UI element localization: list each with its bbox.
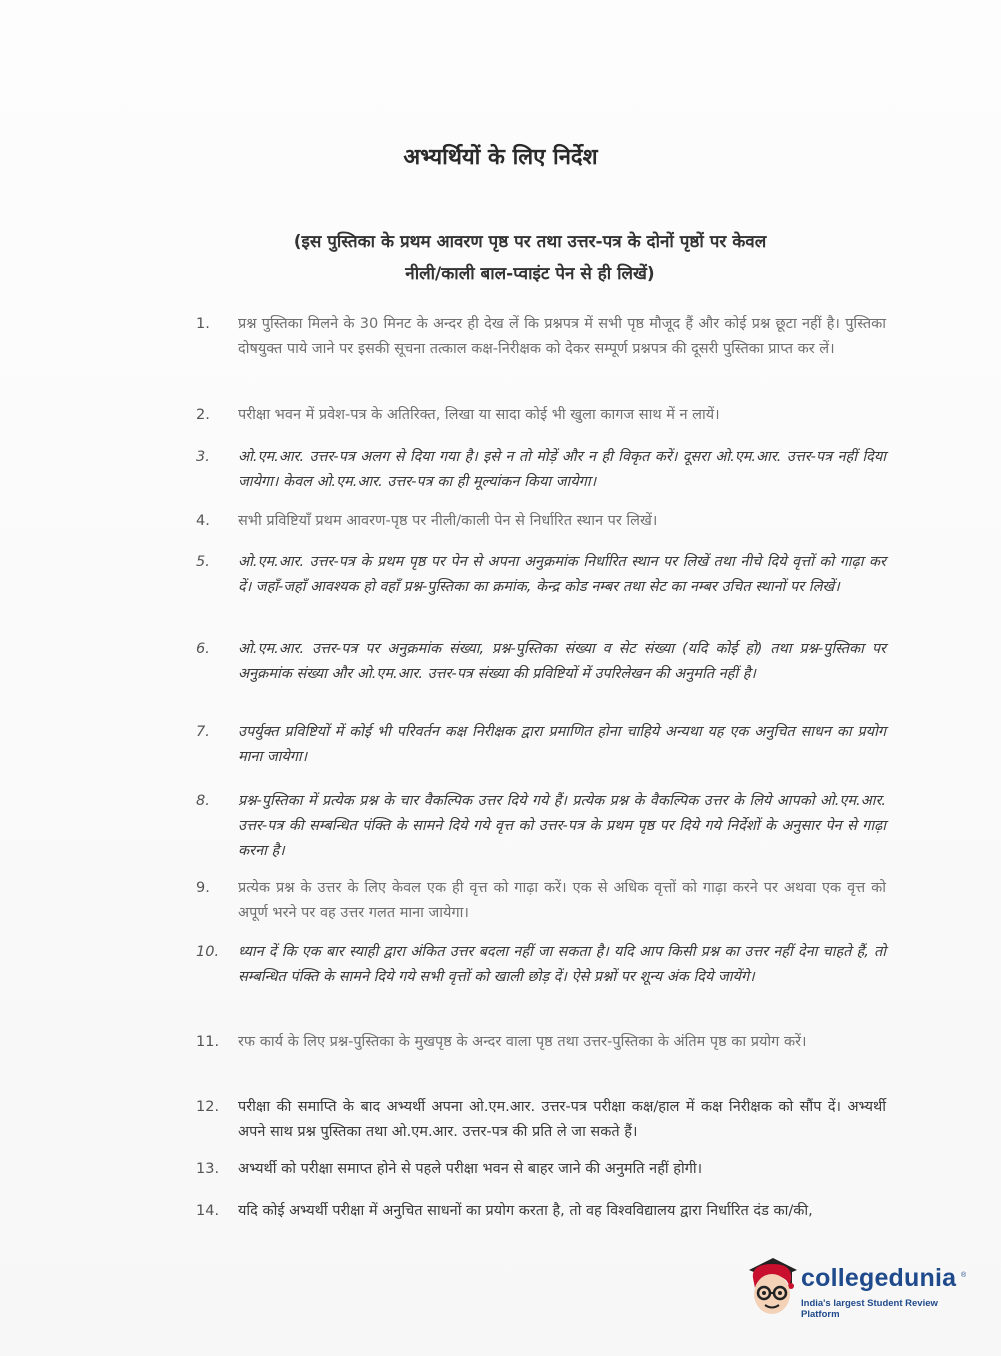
instruction-item xyxy=(196,550,886,600)
item-number: 6. xyxy=(196,641,210,657)
brand-tagline: India's largest Student Review Platform xyxy=(801,1298,938,1320)
item-text: यदि कोई अभ्यर्थी परीक्षा में अनुचित साधनों का प्रयोग करता है, तो वह विश्वविद्यालय द्वारा निर्धारित दंड का/की, xyxy=(238,1203,813,1219)
item-number: 9. xyxy=(196,880,210,896)
item-number: 7. xyxy=(196,724,210,740)
instruction-item xyxy=(196,1157,886,1182)
item-text: प्रत्येक प्रश्न के उत्तर के लिए केवल एक ही वृत्त को गाढ़ा करें। एक से अधिक वृत्तों को गाढ़ा करने पर अथवा एक वृत्त को अपूर्ण भरने पर वह उत्तर गलत माना जायेगा। xyxy=(238,880,886,921)
item-text: ओ.एम.आर. उत्तर-पत्र के प्रथम पृष्ठ पर पेन से अपना अनुक्रमांक निर्धारित स्थान पर लिखें तथा नीचे दिये वृत्तों को गाढ़ा कर दें। जहाँ-जहाँ आवश्यक हो वहाँ प्रश्न-पुस्तिका का क्रमांक, केन्द्र कोड नम्बर तथा सेट का नम्बर उचित स्थानों पर लिखें। xyxy=(238,554,886,595)
instruction-item xyxy=(196,312,886,362)
subtitle-line-1: (इस पुस्तिका के प्रथम आवरण पृष्ठ पर तथा उत्तर-पत्र के दोनों पृष्ठों पर केवल xyxy=(293,232,767,252)
item-number: 1. xyxy=(196,316,210,332)
item-text: सभी प्रविष्टियाँ प्रथम आवरण-पृष्ठ पर नीली/काली पेन से निर्धारित स्थान पर लिखें। xyxy=(238,513,658,529)
item-number: 11. xyxy=(196,1034,220,1050)
instruction-item xyxy=(196,509,886,534)
item-number: 13. xyxy=(196,1161,220,1177)
registered-mark: ® xyxy=(961,1272,967,1279)
instruction-item xyxy=(196,876,886,926)
item-number: 14. xyxy=(196,1203,220,1219)
instruction-item xyxy=(196,1199,886,1233)
item-number: 10. xyxy=(196,944,220,960)
instruction-item xyxy=(196,720,886,770)
instruction-item xyxy=(196,1030,886,1055)
item-number: 5. xyxy=(196,554,210,570)
item-text: ओ.एम.आर. उत्तर-पत्र पर अनुक्रमांक संख्या, प्रश्न-पुस्तिका संख्या व सेट संख्या (यदि कोई हो) तथा प्रश्न-पुस्तिका पर अनुक्रमांक संख्या और ओ.एम.आर. उत्तर-पत्र संख्या की प्रविष्टियों में उपरिलेखन की अनुमति नहीं है। xyxy=(238,641,886,682)
item-text: परीक्षा की समाप्ति के बाद अभ्यर्थी अपना ओ.एम.आर. उत्तर-पत्र परीक्षा कक्ष/हाल में कक्ष निरीक्षक को सौंप दें। अभ्यर्थी अपने साथ प्रश्न पुस्तिका तथा ओ.एम.आर. उत्तर-पत्र की प्रति ले जा सकते हैं। xyxy=(238,1099,886,1140)
item-text: ओ.एम.आर. उत्तर-पत्र अलग से दिया गया है। इसे न तो मोड़ें और न ही विकृत करें। दूसरा ओ.एम.आर. उत्तर-पत्र नहीं दिया जायेगा। केवल ओ.एम.आर. उत्तर-पत्र का ही मूल्यांकन किया जायेगा। xyxy=(238,449,886,490)
instruction-item xyxy=(196,445,886,495)
subtitle-line-2: नीली/काली बाल-प्वाइंट पेन से ही लिखें) xyxy=(405,264,655,284)
collegedunia-watermark xyxy=(743,1250,973,1330)
instruction-item xyxy=(196,789,886,864)
item-number: 4. xyxy=(196,513,210,529)
instruction-item xyxy=(196,940,886,990)
brand-name: collegedunia xyxy=(801,1264,957,1292)
item-number: 8. xyxy=(196,793,210,809)
instruction-item xyxy=(196,403,886,428)
item-number: 3. xyxy=(196,449,210,465)
item-number: 12. xyxy=(196,1099,220,1115)
item-text: प्रश्न पुस्तिका मिलने के 30 मिनट के अन्दर ही देख लें कि प्रश्नपत्र में सभी पृष्ठ मौजूद हैं और कोई प्रश्न छूटा नहीं है। पुस्तिका दोषयुक्त पाये जाने पर इसकी सूचना तत्काल कक्ष-निरीक्षक को देकर सम्पूर्ण प्रश्नपत्र की दूसरी पुस्तिका प्राप्त कर लें। xyxy=(238,316,886,357)
item-text: ध्यान दें कि एक बार स्याही द्वारा अंकित उत्तर बदला नहीं जा सकता है। यदि आप किसी प्रश्न का उत्तर नहीं देना चाहते हैं, तो सम्बन्धित पंक्ति के सामने दिये गये सभी वृत्तों को खाली छोड़ दें। ऐसे प्रश्नों पर शून्य अंक दिये जायेंगे। xyxy=(238,944,886,985)
item-text: परीक्षा भवन में प्रवेश-पत्र के अतिरिक्त, लिखा या सादा कोई भी खुला कागज साथ में न लायें। xyxy=(238,407,720,423)
item-number: 2. xyxy=(196,407,210,423)
page-title: अभ्यर्थियों के लिए निर्देश xyxy=(403,145,598,170)
instruction-item xyxy=(196,637,886,687)
item-text: अभ्यर्थी को परीक्षा समाप्त होने से पहले परीक्षा भवन से बाहर जाने की अनुमति नहीं होगी। xyxy=(238,1161,703,1177)
page-subtitle xyxy=(250,226,810,290)
item-text: उपर्युक्त प्रविष्टियों में कोई भी परिवर्तन कक्ष निरीक्षक द्वारा प्रमाणित होना चाहिये अन्यथा यह एक अनुचित साधन का प्रयोग माना जायेगा। xyxy=(238,724,886,765)
instruction-item xyxy=(196,1095,886,1145)
item-text: रफ कार्य के लिए प्रश्न-पुस्तिका के मुखपृष्ठ के अन्दर वाला पृष्ठ तथा उत्तर-पुस्तिका के अंतिम पृष्ठ का प्रयोग करें। xyxy=(238,1034,807,1050)
item-text: प्रश्न-पुस्तिका में प्रत्येक प्रश्न के चार वैकल्पिक उत्तर दिये गये हैं। प्रत्येक प्रश्न के वैकल्पिक उत्तर के लिये आपको ओ.एम.आर. उत्तर-पत्र की सम्बन्धित पंक्ति के सामने दिये गये वृत्त को उत्तर-पत्र के प्रथम पृष्ठ पर दिये गये निर्देशों के अनुसार पेन से गाढ़ा करना है। xyxy=(238,793,886,859)
student-mascot-icon xyxy=(743,1256,799,1318)
